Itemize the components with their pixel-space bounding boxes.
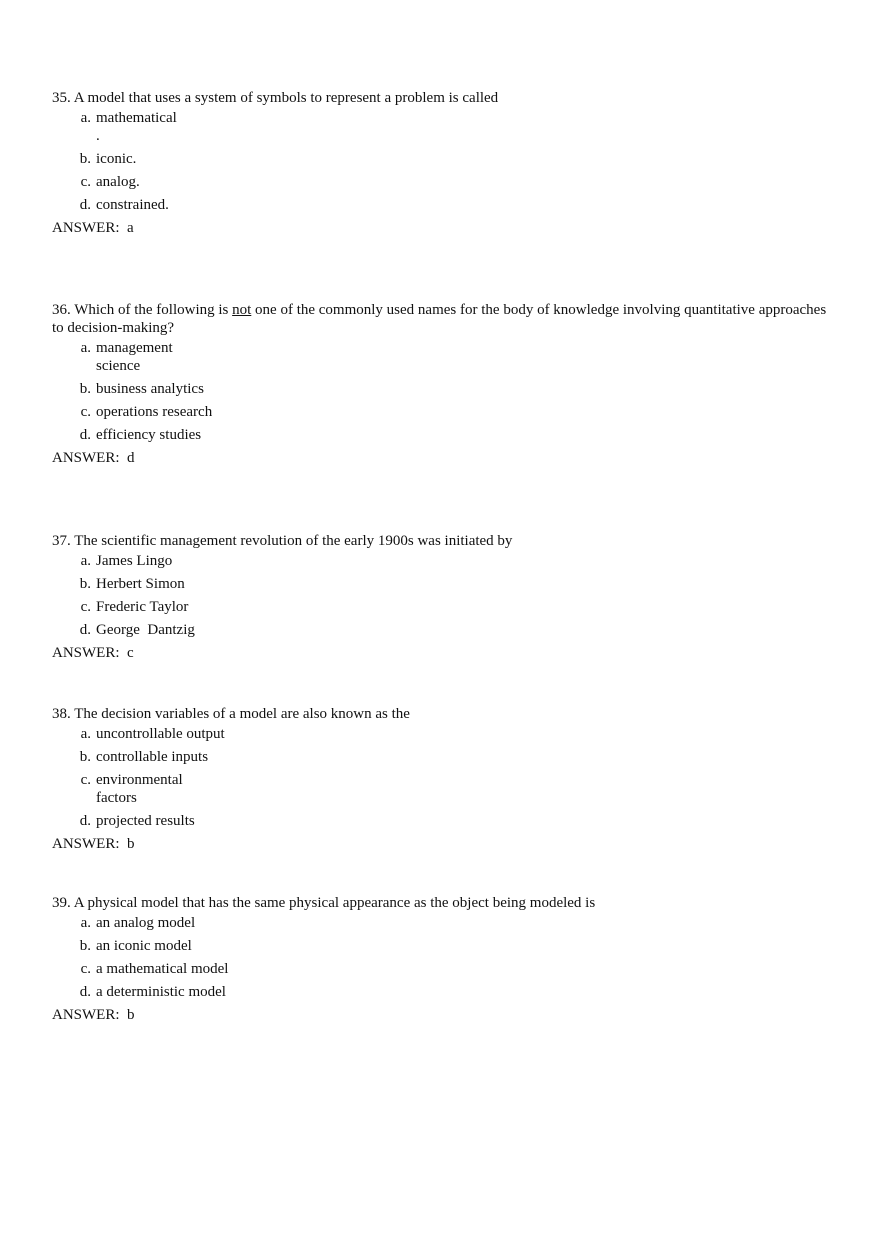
answer-line: ANSWER: b (52, 1007, 135, 1023)
answer-value: d (127, 450, 135, 466)
answer-value: b (127, 1007, 135, 1023)
question-35 (52, 89, 832, 237)
question-37 (52, 532, 832, 662)
option-b: b. controllable inputs (79, 749, 209, 765)
answer-value: b (127, 836, 135, 852)
question-stem: 37. The scientific management revolution of the early 1900s was initiated by (52, 533, 513, 549)
option-d: d. efficiency studies (79, 427, 202, 443)
answer-line: ANSWER: d (52, 450, 135, 466)
option-a: a. uncontrollable output (80, 726, 225, 742)
question-stem: 38. The decision variables of a model are also known as the (52, 706, 410, 722)
option-c: c. operations research (80, 404, 213, 420)
answer-value: a (127, 220, 134, 236)
option-b: b. iconic. (79, 151, 137, 167)
question-stem: 39. A physical model that has the same physical appearance as the object being modeled is (52, 895, 596, 911)
question-36 (52, 301, 832, 467)
question-39 (52, 894, 832, 1024)
option-d: d. projected results (79, 813, 195, 829)
question-stem: 36. Which of the following is not one of the commonly used names for the body of knowledge involving quantitative approaches to decision-making? (52, 302, 827, 336)
options-list (52, 725, 832, 830)
options-list (52, 339, 832, 444)
option-d: d. George Dantzig (79, 622, 195, 638)
question-38 (52, 705, 832, 853)
option-a: a. mathematical . (80, 110, 177, 144)
emphasis-not: not (232, 302, 252, 318)
answer-line: ANSWER: c (52, 645, 134, 661)
option-c: c. environmental factors (80, 772, 183, 806)
option-a: a. James Lingo (80, 553, 173, 569)
option-d: d. constrained. (79, 197, 169, 213)
option-b: b. Herbert Simon (79, 576, 185, 592)
answer-line: ANSWER: b (52, 836, 135, 852)
option-c: c. Frederic Taylor (80, 599, 189, 615)
options-list (52, 552, 832, 639)
option-b: b. an iconic model (79, 938, 192, 954)
option-b: b. business analytics (79, 381, 204, 397)
option-c: c. a mathematical model (80, 961, 229, 977)
option-d: d. a deterministic model (79, 984, 226, 1000)
option-c: c. analog. (80, 174, 140, 190)
answer-value: c (127, 645, 134, 661)
question-stem: 35. A model that uses a system of symbols to represent a problem is called (52, 90, 499, 106)
option-a: a. an analog model (80, 915, 196, 931)
option-a: a. management science (80, 340, 173, 374)
options-list (52, 914, 832, 1001)
options-list (52, 109, 832, 214)
answer-line: ANSWER: a (52, 220, 134, 236)
